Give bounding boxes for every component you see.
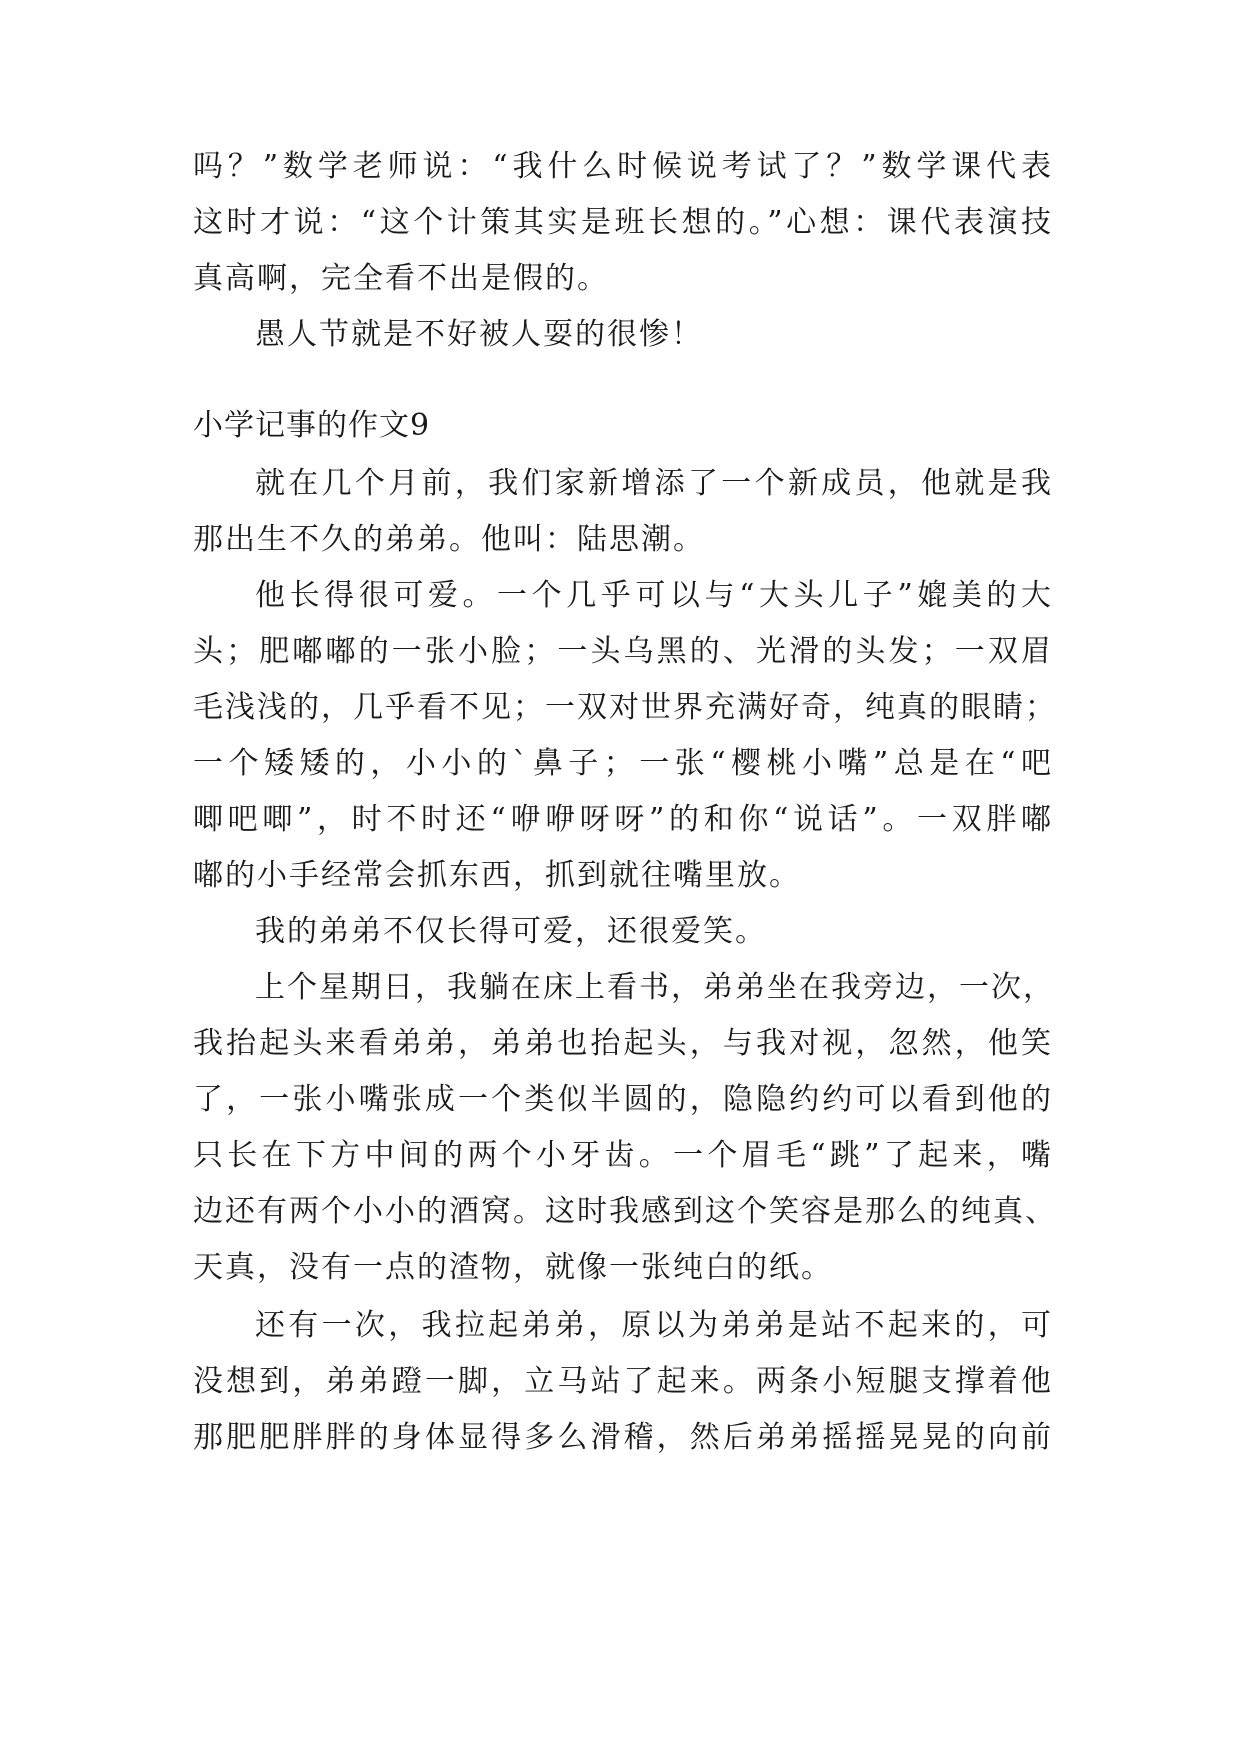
body-text-line: 我抬起头来看弟弟，弟弟也抬起头，与我对视，忽然，他笑 [193,1026,1053,1061]
body-text-line: 真高啊，完全看不出是假的。 [193,261,609,296]
body-text-line: 头；肥嘟嘟的一张小脸；一头乌黑的、光滑的头发；一双眉 [193,634,1053,669]
body-text-line: 边还有两个小小的酒窝。这时我感到这个笑容是那么的纯真、 [193,1194,1057,1229]
body-text-line: 上个星期日，我躺在床上看书，弟弟坐在我旁边，一次， [255,970,1055,1005]
body-text-line: 一个矮矮的，小小的`鼻子；一张“樱桃小嘴”总是在“吧 [193,746,1053,781]
body-text-line: 嘟的小手经常会抓东西，抓到就往嘴里放。 [193,858,801,893]
body-text-line: 愚人节就是不好被人耍的很惨！ [255,317,703,352]
body-text-line: 就在几个月前，我们家新增添了一个新成员，他就是我 [255,466,1053,501]
body-text-line: 他长得很可爱。一个几乎可以与“大头儿子”媲美的大 [255,578,1053,613]
body-text-line: 没想到，弟弟蹬一脚，立马站了起来。两条小短腿支撑着他 [193,1364,1053,1399]
body-text-line: 天真，没有一点的渣物，就像一张纯白的纸。 [193,1250,833,1285]
body-text-line: 吗？”数学老师说：“我什么时候说考试了？”数学课代表 [193,149,1053,184]
body-text-line: 这时才说：“这个计策其实是班长想的。”心想：课代表演技 [193,205,1053,240]
body-text-line: 那肥肥胖胖的身体显得多么滑稽，然后弟弟摇摇晃晃的向前 [193,1420,1053,1455]
body-text-line: 唧吧唧”，时不时还“咿咿呀呀”的和你“说话”。一双胖嘟 [193,802,1053,837]
body-text-line: 毛浅浅的，几乎看不见；一双对世界充满好奇，纯真的眼睛； [193,690,1057,725]
body-text-line: 那出生不久的弟弟。他叫：陆思潮。 [193,522,705,557]
body-text-line: 了，一张小嘴张成一个类似半圆的，隐隐约约可以看到他的 [193,1082,1053,1117]
body-text-line: 我的弟弟不仅长得可爱，还很爱笑。 [255,914,767,949]
section-heading: 小学记事的作文9 [193,408,431,443]
body-text-line: 只长在下方中间的两个小牙齿。一个眉毛“跳”了起来，嘴 [193,1138,1053,1173]
body-text-line: 还有一次，我拉起弟弟，原以为弟弟是站不起来的，可 [255,1308,1053,1343]
